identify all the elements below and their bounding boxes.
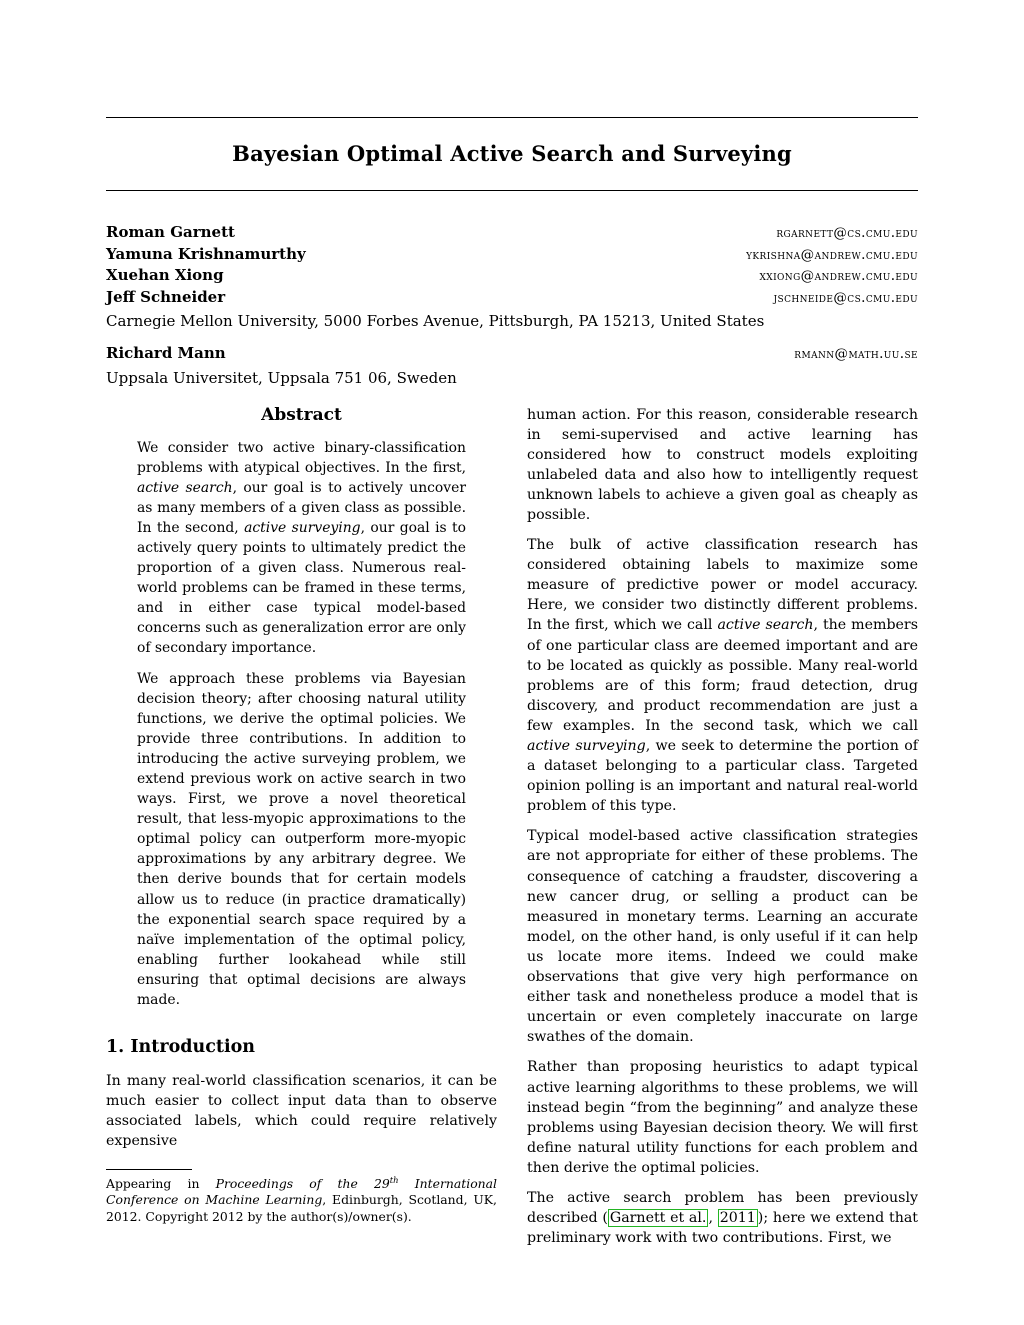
italic-term-active-surveying: active surveying <box>527 738 646 754</box>
text-segment: , <box>708 1210 718 1227</box>
citation-link-2011[interactable]: 2011 <box>719 1210 756 1227</box>
text-segment: Proceedings of the 29 <box>215 1175 390 1191</box>
abstract-paragraph-1 <box>137 438 466 659</box>
footnote-rule <box>106 1169 192 1170</box>
author-name: Yamuna Krishnamurthy <box>106 244 306 263</box>
two-column-body <box>106 405 918 1249</box>
copyright-footnote <box>106 1169 497 1226</box>
citation-link-garnett-et-al[interactable]: Garnett et al. <box>609 1210 707 1227</box>
author-name: Roman Garnett <box>106 223 235 241</box>
right-column <box>527 405 918 1249</box>
affiliation-uppsala: Uppsala Universitet, Uppsala 751 06, Sweden <box>106 368 457 387</box>
text-segment: We consider two active binary-classification problems with atypical objectives. In the first, <box>137 439 466 476</box>
text-segment: Appearing in <box>106 1175 216 1191</box>
text-segment: The bulk of active classification research has considered obtaining labels to maximize some measure of predictive power or model accuracy. Here, we consider two distinctly different problems. In the first, which we call <box>527 537 918 634</box>
text-segment: , we seek to determine the portion of a dataset belonging to a particular class. Targeted opinion polling is an important and natural real-world problem of this type. <box>527 738 918 815</box>
left-column <box>106 405 497 1249</box>
author-row <box>106 244 918 266</box>
text-segment: , our goal is to actively query points to ultimately predict the proportion of a given class. Numerous real-world problems can be framed in these terms, and in either case typical model-based concerns such as generalization error are only of secondary importance. <box>137 519 466 657</box>
footnote-text <box>106 1176 497 1226</box>
right-paragraph-3: Typical model-based active classification strategies are not appropriate for either of these problems. The consequence of catching a fraudster, discovering a new cancer drug, or selling a product can be measured in monetary terms. Learning an accurate model, on the other hand, is only useful if it can help us locate more items. Indeed we could make observations that give very high performance on either task and nonetheless produce a model that is uncertain or even completely inaccurate on large swathes of the domain. <box>527 828 918 1046</box>
abstract-paragraph-2: We approach these problems via Bayesian decision theory; after choosing natural utility functions, we derive the optimal policies. We provide three contributions. In addition to introducing the active surveying problem, we extend previous work on active search in two ways. First, we prove a novel theoretical result, that less-myopic approximations to the optimal policy can outperform more-myopic approximations by any arbitrary degree. We then derive bounds that for certain models allow us to reduce (in practice dramatically) the exponential search space required by a naïve implementation of the optimal policy, enabling further lookahead while still ensuring that optimal decisions are always made. <box>137 670 466 1009</box>
right-paragraph-5 <box>527 1188 918 1248</box>
author-row <box>106 265 918 287</box>
abstract-body <box>137 438 466 1011</box>
title-rule-top <box>106 117 918 118</box>
author-row <box>106 287 918 309</box>
author-name: Xuehan Xiong <box>106 266 224 284</box>
paper-title: Bayesian Optimal Active Search and Surveying <box>232 141 792 166</box>
author-row <box>106 343 918 365</box>
author-email: xxiong@andrew.cmu.edu <box>759 268 918 284</box>
author-email: ykrishna@andrew.cmu.edu <box>746 246 918 263</box>
author-email: rgarnett@cs.cmu.edu <box>776 225 918 241</box>
paper-page <box>106 0 918 1248</box>
intro-paragraph-1: In many real-world classification scenarios, it can be much easier to collect input data than to observe associated labels, which could require relatively expensive <box>106 1073 497 1150</box>
text-segment: , Edinburgh, Scotland, UK, 2012. Copyright 2012 by the author(s)/owner(s). <box>106 1192 497 1225</box>
affiliation-cmu: Carnegie Mellon University, 5000 Forbes Avenue, Pittsburgh, PA 15213, United States <box>106 312 765 330</box>
text-segment: , our goal is to actively uncover as many members of a given class as possible. In the second, <box>137 479 466 536</box>
italic-term-active-surveying: active surveying <box>244 519 361 536</box>
author-name: Richard Mann <box>106 344 226 362</box>
italic-term-active-search: active search <box>137 479 233 496</box>
title-rule-bottom <box>106 190 918 191</box>
author-block <box>106 222 918 388</box>
text-segment: , the members of one particular class are deemed important and are to be located as quickly as possible. Many real-world problems are of this form; fraud detection, drug discovery, and product recommendation are just a few examples. In the second task, which we call <box>527 617 918 734</box>
text-segment: The active search problem has been previously described ( <box>527 1189 918 1227</box>
author-email: jschneide@cs.cmu.edu <box>773 289 918 306</box>
author-email: rmann@math.uu.se <box>794 346 918 362</box>
text-segment: ); here we extend that preliminary work with two contributions. First, we <box>527 1210 918 1247</box>
text-segment: International Conference on Machine Learning <box>106 1175 497 1208</box>
right-paragraph-1: human action. For this reason, considerable research in semi-supervised and active learning has considered how to construct models exploiting unlabeled data and also how to intelligently request unknown labels to achieve a given goal as cheaply as possible. <box>527 406 918 523</box>
right-paragraph-2 <box>527 535 918 816</box>
abstract-heading: Abstract <box>261 404 342 425</box>
italic-term-active-search: active search <box>717 617 814 634</box>
section-heading-introduction: 1. Introduction <box>106 1037 255 1058</box>
author-name: Jeff Schneider <box>106 287 226 306</box>
right-paragraph-4: Rather than proposing heuristics to adapt typical active learning algorithms to these problems, we will instead begin “from the beginning” and analyze these problems using Bayesian decision theory. We will first define natural utility functions for each problem and then derive the optimal policies. <box>527 1059 918 1176</box>
author-row <box>106 222 918 244</box>
ordinal-superscript: th <box>389 1174 399 1185</box>
